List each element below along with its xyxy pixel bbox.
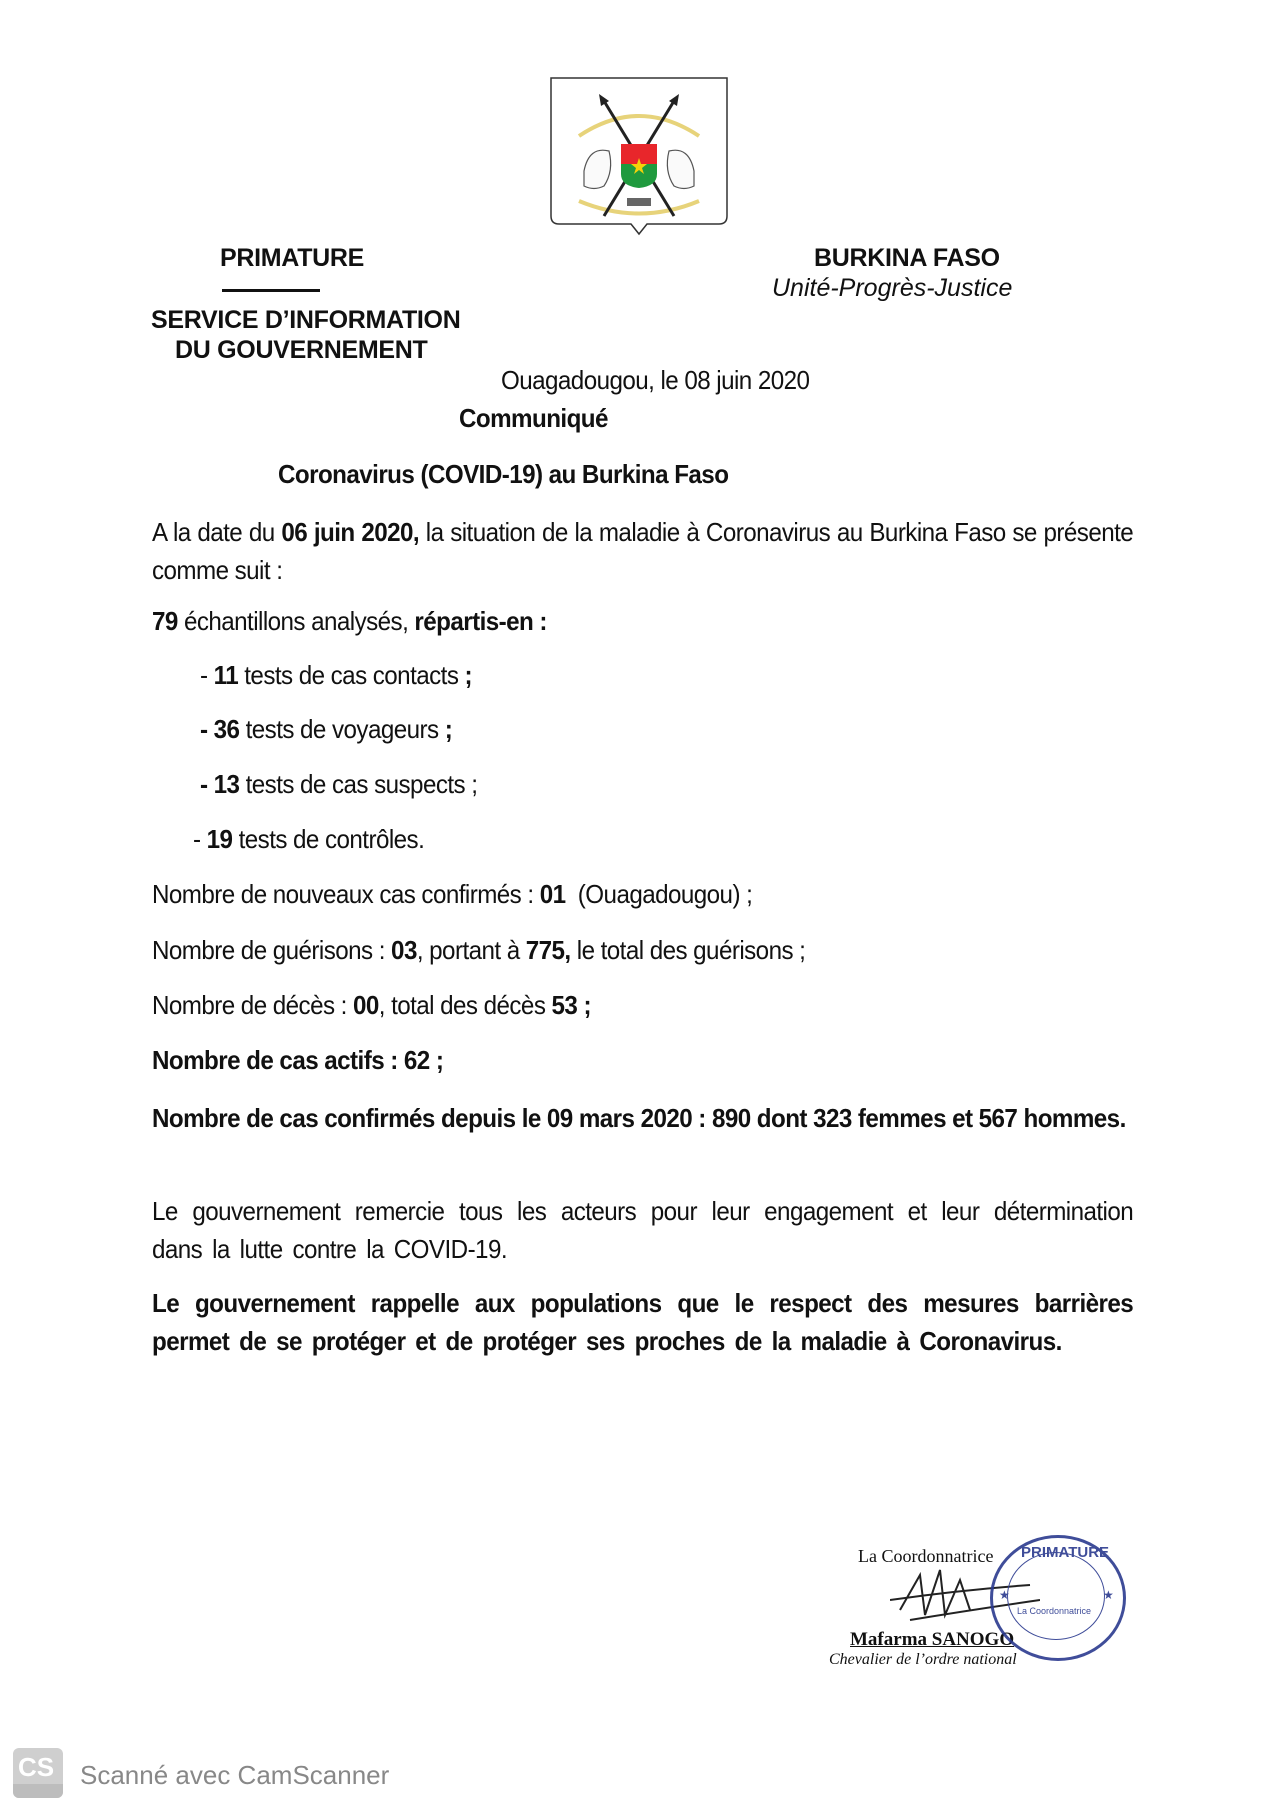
samples-text: échantillons analysés, xyxy=(177,606,415,636)
recoveries-line xyxy=(152,935,805,966)
stamp-inner-ring xyxy=(1007,1552,1105,1640)
new-cases-location: (Ouagadougou) ; xyxy=(565,879,753,909)
cumulative-cases: Nombre de cas confirmés depuis le 09 mars 2020 : 890 dont 323 femmes et 567 hommes. xyxy=(152,1103,1126,1133)
header-divider xyxy=(222,289,320,292)
deaths-line xyxy=(152,990,591,1021)
deaths-mid: , total des décès xyxy=(378,990,552,1020)
signatory-title: La Coordonnatrice xyxy=(858,1546,994,1566)
cumulative-cases-paragraph xyxy=(152,1099,1133,1137)
test-count: 19 xyxy=(206,824,233,854)
samples-line xyxy=(152,606,547,637)
subject-label: Coronavirus (COVID-19) au Burkina Faso xyxy=(278,459,729,489)
camscanner-logo-text: CS xyxy=(18,1752,55,1782)
test-label: tests de cas suspects ; xyxy=(239,769,478,799)
deaths-label: Nombre de décès : xyxy=(152,990,353,1020)
recoveries-value: 03 xyxy=(391,935,417,965)
test-label: tests de voyageurs xyxy=(239,714,445,744)
country-name: BURKINA FASO xyxy=(814,244,1000,272)
test-item: - 11 tests de cas contacts ; xyxy=(200,660,473,690)
reminder-paragraph xyxy=(152,1284,1133,1360)
intro-post: la situation de la maladie à Coronavirus au Burkina Faso se présente comme suit : xyxy=(152,517,1134,585)
recoveries-mid: , portant à xyxy=(416,935,526,965)
active-cases: Nombre de cas actifs : 62 ; xyxy=(152,1045,444,1075)
burkina-faso-coat-of-arms-icon xyxy=(549,76,729,241)
star-icon: ★ xyxy=(1103,1588,1114,1602)
document-subject xyxy=(278,459,728,490)
intro-pre: A la date du xyxy=(152,517,282,547)
recoveries-tail: le total des guérisons ; xyxy=(570,935,806,965)
deaths-value: 00 xyxy=(352,990,379,1020)
signatory-distinction: Chevalier de l’ordre national xyxy=(829,1651,1017,1668)
new-cases-line xyxy=(152,879,752,910)
document-type xyxy=(459,403,608,434)
deaths-tail: ; xyxy=(577,990,591,1020)
stamp-top-text: PRIMATURE xyxy=(1021,1544,1110,1561)
thanks-paragraph: Le gouvernement remercie tous les acteurs pour leur engagement et leur détermination dans la lutte contre la COVID-19. xyxy=(152,1196,1134,1264)
test-label: tests de cas contacts xyxy=(238,660,465,690)
place-and-date: Ouagadougou, le 08 juin 2020 xyxy=(501,365,810,395)
national-motto: Unité-Progrès-Justice xyxy=(772,274,1013,302)
test-count: 11 xyxy=(213,660,239,690)
test-item: - 19 tests de contrôles. xyxy=(193,824,425,854)
test-end: ; xyxy=(464,660,473,690)
coat-of-arms-emblem xyxy=(549,76,729,241)
report-date: 06 juin 2020, xyxy=(281,517,420,547)
intro-paragraph xyxy=(152,513,1133,589)
test-item: - 36 tests de voyageurs ; xyxy=(200,714,453,744)
camscanner-logo-icon xyxy=(13,1748,63,1798)
star-icon: ★ xyxy=(999,1588,1010,1602)
recoveries-label: Nombre de guérisons : xyxy=(152,935,392,965)
new-cases-label: Nombre de nouveaux cas confirmés : xyxy=(152,879,540,909)
deaths-total: 53 xyxy=(551,990,578,1020)
test-item: - 13 tests de cas suspects ; xyxy=(200,769,478,799)
test-count: 36 xyxy=(213,714,240,744)
service-name-line2: DU GOUVERNEMENT xyxy=(175,336,428,364)
test-end: ; xyxy=(444,714,453,744)
signatory-name: Mafarma SANOGO xyxy=(850,1629,1015,1650)
active-cases-line xyxy=(152,1045,443,1076)
test-label: tests de contrôles. xyxy=(232,824,425,854)
test-count: 13 xyxy=(213,769,240,799)
office-name: PRIMATURE xyxy=(220,244,365,272)
stamp-center-text: La Coordonnatrice xyxy=(1017,1606,1092,1616)
camscanner-watermark: Scanné avec CamScanner xyxy=(80,1760,390,1790)
recoveries-total: 775, xyxy=(525,935,571,965)
service-name-line1: SERVICE D’INFORMATION xyxy=(151,306,461,334)
official-stamp xyxy=(990,1535,1126,1661)
samples-count: 79 xyxy=(152,606,178,636)
samples-tail: répartis-en : xyxy=(414,606,547,636)
new-cases-value: 01 xyxy=(539,879,566,909)
reminder-text: Le gouvernement rappelle aux populations que le respect des mesures barrières permet de se protéger et de protéger ses proches de la maladie à Coronavirus. xyxy=(152,1288,1134,1356)
camscanner-logo-band xyxy=(13,1784,63,1798)
document-type-label: Communiqué xyxy=(459,403,608,433)
